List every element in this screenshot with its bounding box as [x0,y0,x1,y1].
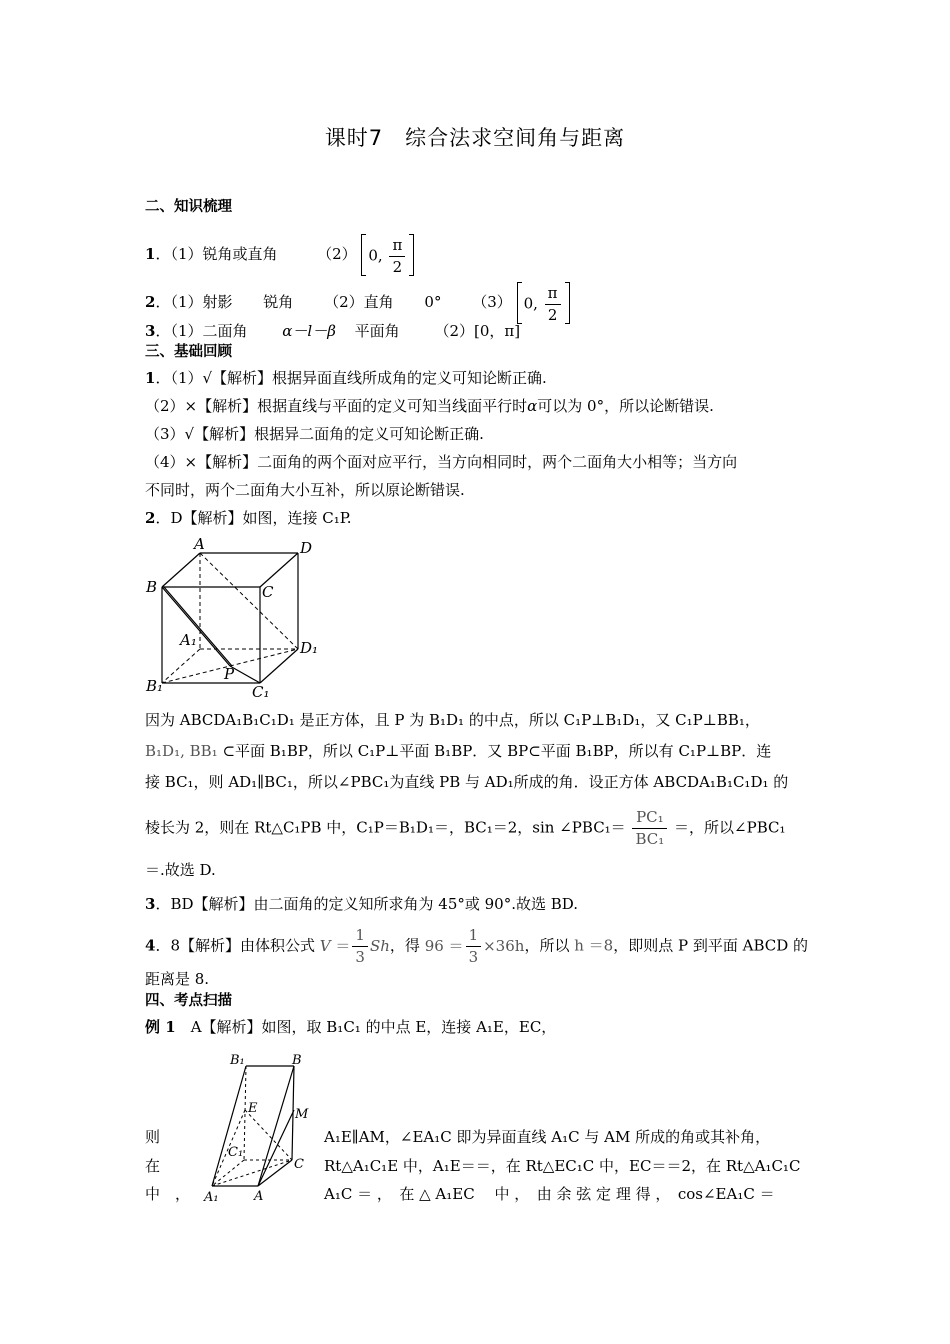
solution-line: ＝.故选 D. [145,861,216,879]
label-C1: C₁ [252,683,270,701]
cube-figure [140,535,330,705]
page-title: 课时7 综合法求空间角与距离 [324,126,626,150]
answer-text: （2）[0，π] [434,322,521,340]
label-A: A [254,1189,264,1204]
answer-text: （3） [472,293,512,311]
section-heading-scan: 四、考点扫描 [145,993,232,1009]
fraction: $\frac{\text{PC₁}}{\text{BC₁}}$ [632,810,667,847]
side-text: 则 [145,1128,161,1146]
label-B: B [146,578,158,596]
section-heading-review: 三、基础回顾 [145,344,232,360]
label-C: C [262,583,274,601]
review-line: （3）√【解析】根据异二面角的定义可知论断正确. [145,425,484,443]
side-text: 在 [145,1157,161,1175]
label-A: A [194,535,205,553]
answer-text: （1）射影 [170,293,233,311]
solution-line: 棱长为 2，则在 Rt△C₁PB 中，C₁P＝B₁D₁＝，BC₁＝2，sin ∠PBC₁＝ $\frac{\text{PC₁}}{\text{BC₁}}$ ＝，所以∠PBC₁ [145,808,786,848]
label-E: E [248,1101,258,1116]
answer-text: （2） [317,245,357,263]
interval-bracket [517,283,570,323]
label-P: P [224,665,235,683]
review-item-2: 2．D【解析】如图，连接 C₁P. [145,509,352,527]
label-B1: B₁ [146,677,164,695]
interval-bracket [361,235,414,275]
solution-line: A₁C ＝ ， 在 △ A₁EC 中 ， 由 余 弦 定 理 得 ， cos∠EA₁C ＝ [324,1185,775,1203]
answer-text: 0° [424,293,442,311]
knowledge-item-1: 1．（1）锐角或直角 （2） 0, $\frac{\pi}{2}$ [145,235,414,275]
solution-line: 接 BC₁，则 AD₁∥BC₁，所以∠PBC₁为直线 PB 与 AD₁所成的角．设正方体 ABCDA₁B₁C₁D₁ 的 [145,773,789,791]
review-line: 不同时，两个二面角大小互补，所以原论断错误. [145,481,465,499]
answer-text: 平面角 [354,322,400,340]
label-D: D [300,539,313,557]
solution-line: B₁D₁, BB₁ ⊂平面 B₁BP，所以 C₁P⊥平面 B₁BP．又 BP⊂平面 B₁BP，所以有 C₁P⊥BP．连 [145,742,772,760]
answer-text: （2）直角 [324,293,394,311]
label-A1: A₁ [204,1190,219,1205]
side-text: 中 ， [145,1185,191,1203]
answer-text: α－l－β [282,322,336,340]
review-line: （1）√【解析】根据异面直线所成角的定义可知论断正确. [170,369,547,387]
item-number: 2 [145,293,156,311]
answer-text: 锐角 [263,293,294,311]
interval-start: 0, [368,246,383,264]
interval-start: 0, [523,294,538,312]
knowledge-item-3: 3．（1）二面角 α－l－β 平面角 （2）[0，π] [145,322,521,340]
label-A1: A₁ [180,631,197,649]
solution-line: Rt△A₁C₁E 中，A₁E＝＝，在 Rt△EC₁C 中，EC＝＝2，在 Rt△A₁C₁C [324,1157,801,1175]
section-heading-knowledge: 二、知识梳理 [145,199,232,215]
item-number: 1 [145,245,156,263]
answer-text: （1）锐角或直角 [170,245,278,263]
fraction: $\frac{\pi}{2}$ [389,238,405,275]
label-B1: B₁ [230,1053,245,1068]
example-1: 例 1 A【解析】如图，取 B₁C₁ 的中点 E，连接 A₁E，EC， [145,1018,557,1036]
review-item-3: 3．BD【解析】由二面角的定义知所求角为 45°或 90°.故选 BD. [145,895,579,913]
knowledge-item-2: 2．（1）射影 锐角 （2）直角 0° （3） 0, $\frac{\pi}{2}$ [145,283,570,323]
solution-line: A₁E∥AM，∠EA₁C 即为异面直线 A₁C 与 AM 所成的角或其补角， [324,1128,771,1146]
fraction: $\frac{\pi}{2}$ [545,286,561,323]
review-line: D【解析】如图，连接 C₁P. [170,509,352,527]
solution-line: 因为 ABCDA₁B₁C₁D₁ 是正方体，且 P 为 B₁D₁ 的中点，所以 C₁P⊥B₁D₁，又 C₁P⊥BB₁， [145,711,760,729]
label-C: C [294,1157,304,1172]
label-D1: D₁ [300,639,319,657]
review-item-1: 1．（1）√【解析】根据异面直线所成角的定义可知论断正确. [145,369,547,387]
item-number: 3 [145,322,156,340]
answer-text: （1）二面角 [170,322,248,340]
review-item-4: 4．8【解析】由体积公式 V ＝ $\frac{1}{3}$ Sh，得 96 ＝ $\frac{1}{3}$ ×36h，所以 h ＝8，即则点 P 到平面 ABCD 的 [145,926,809,966]
label-C1: C₁ [228,1145,244,1160]
solution-line: 距离是 8. [145,970,210,988]
label-B: B [292,1053,302,1068]
review-line: （4）×【解析】二面角的两个面对应平行，当方向相同时，两个二面角大小相等；当方向 [145,453,738,471]
review-line: （2）×【解析】根据直线与平面的定义可知当线面平行时α可以为 0°，所以论断错误. [145,397,714,415]
prism-figure [200,1048,320,1208]
label-M: M [295,1107,309,1122]
